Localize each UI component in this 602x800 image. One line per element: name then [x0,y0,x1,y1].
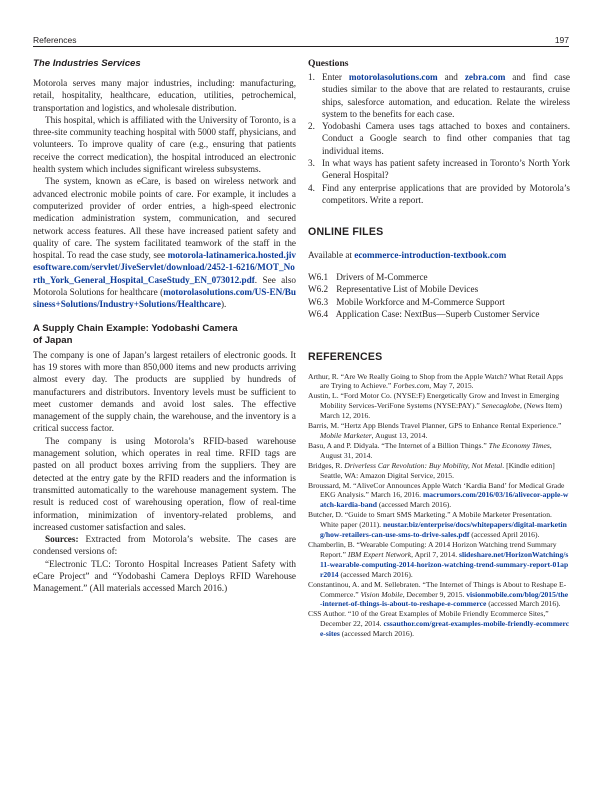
ref-source: The Economy Times [488,440,550,450]
ref-text: Barris, M. “Hertz App Blends Travel Planner, GPS to Enhance Rental Experience.” [308,421,562,431]
question-number: 4. [308,182,315,193]
ref-text: (accessed March 2016). [376,500,452,510]
ref-source: Mobile Marketer [320,431,372,440]
reference-item [308,540,570,580]
motorola-link[interactable]: motorolasolutions.com [348,72,438,82]
question-item [308,157,570,182]
case-study-link[interactable]: motorola-latinamerica.hosted.jivesoftware.com/servlet/JiveServlet/download/2452-1-6216/MOT_North_York_General_Hospital_CaseStudy_EN_073012.pdf [33,250,296,285]
question-number: 3. [308,158,315,169]
online-file-item[interactable] [308,283,570,296]
sources-text: Extracted from Motorola’s website. The cases are condensed versions of: [33,534,296,557]
reference-item [308,481,570,511]
file-title: Application Case: NextBus—Superb Customer Service [335,309,540,320]
questions-list [308,71,570,206]
file-code: W6.2 [308,284,329,295]
ref-text: , August 31, 2014. [320,440,552,460]
ref-text: (accessed March 2016). [486,599,561,609]
file-code: W6.3 [308,296,329,307]
industries-paragraph-2: This hospital, which is affiliated with the University of Toronto, is a three-site community teaching hospital with 5000 staff, physicians, and volunteers. To improve quality of care (e.g., ensuring that patients receive the correct medication), the hospital introduced an electronic health system which includes significant wireless subsystems. [33,114,296,175]
available-text: Available at [308,250,355,261]
ref-source: IBM Expert Network [347,549,412,559]
q2-text: Yodobashi Camera uses tags attached to boxes and containers. Conduct a Google search to find other companies that tag individual items. [322,121,570,156]
online-file-item[interactable] [308,308,570,321]
ref-text: . [Kindle edition] Seattle, WA: Amazon Digital Service, 2015. [320,460,555,480]
ref-source: Driverless Car Revolution: Buy Mobility, Not Metal [344,460,503,470]
references-heading: REFERENCES [308,350,383,363]
industries-paragraph-1: Motorola serves many major industries, including: manufacturing, retail, hospitality, healthcare, education, utilities, petrochemical, transportation and logistics, and wholesale distribution. [33,78,296,113]
ref-source: Forbes.com [393,381,430,391]
online-files-list [308,271,570,321]
p3-text: The system, known as eCare, is based on wireless network and advanced electronic mobile points of care. For example, it includes a computerized provider of order entries, a high-speed electronic medication administration system, communication, and secured network access features. All these have increased patient safety and quality of care. The system facilitated teamwork of the staff in the hospital. To read the case study, see [33,176,296,261]
ref-text: (accessed March 2016). [338,569,413,579]
reference-item [308,372,570,392]
header-rule [33,46,569,47]
file-code: W6.4 [308,309,329,320]
references-list [308,372,570,639]
online-files-available [308,249,570,261]
ref-text: , April 7, 2014. [411,549,459,559]
ref-link[interactable]: macrumors.com/2016/03/16/alivecor-apple-watch-kardia-band [320,490,569,510]
reference-item [308,580,570,610]
running-header [33,32,569,46]
question-number: 1. [308,72,315,82]
file-code: W6.1 [308,271,329,282]
ref-text: Basu, A and P. Didyala. “The Internet of a Billion Things.” [308,440,489,450]
ref-text: , May 7, 2015. [429,381,474,391]
ref-text: Broussard, M. “AliveCor Announces Apple Watch ‘Kardia Band’ for Medical Grade EKG Analysis.” March 16, 2016. [308,480,565,500]
q1-text-b: and find case studies similar to the above that are related to restaurants, cruise ships, salesforce automation, and education. Relate the wireless system to the benefits for each case. [322,72,570,119]
sources-paragraph [33,533,296,558]
running-header-section: References [33,35,77,45]
ref-text: Arthur, R. “Are We Really Going to Shop from the Apple Watch? What Retail Apps are Trying to Achieve.” [308,371,563,391]
yodobashi-heading-line-2: of Japan [33,335,73,347]
page-number: 197 [554,35,569,45]
ref-text: , August 13, 2014. [371,431,428,440]
industries-heading: The Industries Services [33,58,141,69]
ref-link[interactable]: slideshare.net/HorizonWatching/s11-wearable-computing-2014-horizon-watching-trend-summary-report-01apr2014 [320,549,569,579]
ref-text: Butcher, D. “Guide to Smart SMS Marketing.” A Mobile Marketer Presentation. White paper (2011). [308,510,552,530]
ref-source: Senecaglobe [481,401,521,411]
p3-mid: . See also Motorola Solutions for healthcare ( [33,274,296,298]
q1-and: and [437,72,465,82]
q1-text-a: Enter [322,72,349,82]
q3-text: In what ways has patient safety increased in Toronto’s North York General Hospital? [322,158,570,181]
file-title: Mobile Workforce and M-Commerce Support [336,296,505,307]
ref-text: Chamberlin, B. “Wearable Computing: A 2014 Horizon Watching trend Summary Report.” [308,539,557,559]
q4-text: Find any enterprise applications that are provided by Motorola’s competitors. Write a report. [322,182,570,205]
ref-source: Vision Mobile [360,589,403,599]
yodobashi-heading [33,323,296,348]
question-number: 2. [308,121,315,132]
industries-paragraph-3 [33,175,296,310]
question-item [308,71,570,120]
file-title: Representative List of Mobile Devices [336,284,479,295]
ref-link[interactable]: visionmobile.com/blog/2015/the-internet-of-things-is-about-to-reshape-e-commerce [320,589,569,609]
reference-item [308,609,570,639]
reference-item [308,461,570,481]
sources-quote: “Electronic TLC: Toronto Hospital Increases Patient Safety with eCare Project” and “Yodobashi Camera Deploys RFID Warehouse Management.” (All materials accessed March 2016.) [33,558,296,594]
zebra-link[interactable]: zebra.com [464,72,506,82]
p3-end: ). [220,299,227,310]
sources-label: Sources: [45,534,79,545]
healthcare-link[interactable]: motorolasolutions.com/US-EN/Business+Solutions/Industry+Solutions/Healthcare [33,287,296,310]
question-item [308,120,570,157]
ref-text: , December 9, 2015. [402,589,467,599]
ref-text: Constantinou, A. and M. Sellebraten. “The Internet of Things is About to Reshape E-Commerce.” [308,579,567,599]
online-file-item[interactable] [308,296,570,309]
online-files-heading: ONLINE FILES [308,226,384,239]
yodobashi-paragraph-2: The company is using Motorola’s RFID-based warehouse management solution, which operates in real time. RFID tags are pasted on all product boxes arriving from the suppliers. They are detected at the entry gate by the RFID readers and the information is transmitted automatically to the warehouse management system. The result is reduced cost of warehousing operation, flow of real-time information, minimization of inventory-related problems, and increased customer satisfaction and sales. [33,435,296,532]
reference-item [308,421,570,441]
reference-item [308,510,570,540]
ref-link[interactable]: neustar.biz/enterprise/docs/whitepapers/digital-marketing/how-retailers-can-use-sms-to-drive-sales.pdf [320,520,567,540]
questions-heading: Questions [308,58,349,69]
textbook-site-link[interactable]: ecommerce-introduction-textbook.com [354,250,507,261]
ref-text: Austin, L. “Ford Motor Co. (NYSE:F) Energetically Grow and Invest in Emerging Mobility Services-VeriFone Systems (NYSE:PAY).” [308,391,560,411]
ref-text: Bridges, R. [308,460,345,470]
online-file-item[interactable] [308,271,570,284]
yodobashi-heading-line-1: A Supply Chain Example: Yodobashi Camera [33,322,238,334]
ref-text: CSS Author. “10 of the Great Examples of Mobile Friendly Ecommerce Sites,” December 22, 2014. [308,609,549,629]
yodobashi-paragraph-1: The company is one of Japan’s largest retailers of electronic goods. It has 19 stores with more than 850,000 items and new products arriving almost every day. The products are supplied by hundreds of manufacturers and distributors. Inventory levels must be sufficient to meet customer demands and avoid lost sales. The effective management of the supply chain, the warehouse, and the inventory is a critical success factor. [33,349,296,434]
ref-link[interactable]: cssauthor.com/great-examples-mobile-friendly-ecommerce-sites [320,619,570,639]
question-item [308,182,570,207]
file-title: Drivers of M-Commerce [336,271,428,282]
reference-item [308,441,570,461]
ref-text: (accessed March 2016). [339,629,415,639]
ref-text: (accessed April 2016). [469,530,540,540]
left-column [33,54,296,595]
ref-text: , (News Item) March 12, 2016. [320,401,562,421]
reference-item [308,391,570,421]
right-column [308,54,570,639]
